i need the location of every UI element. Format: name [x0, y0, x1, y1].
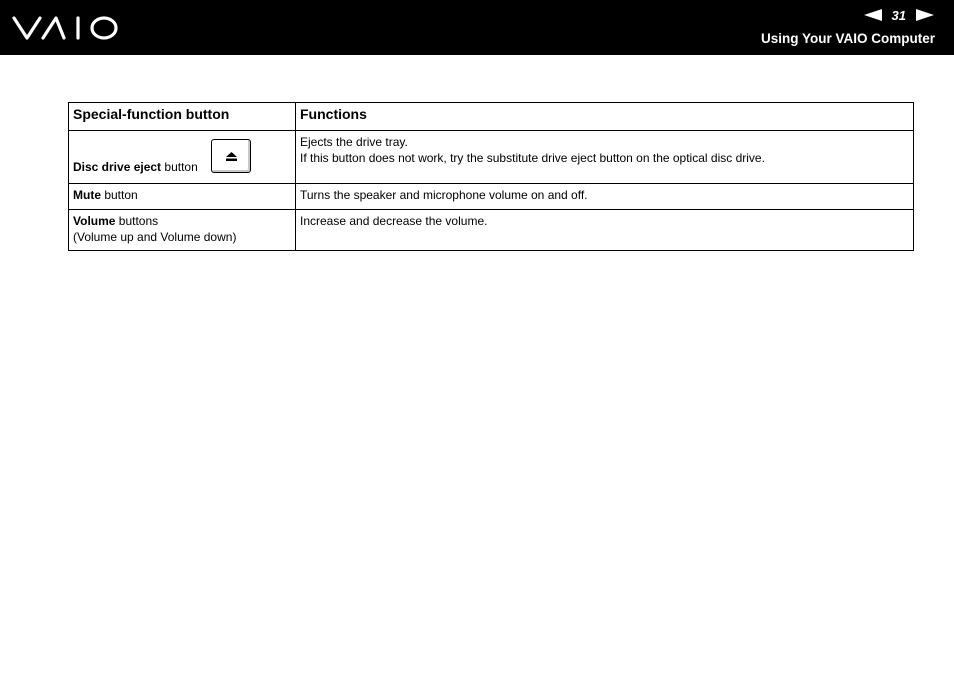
- page-header: [0, 0, 954, 55]
- function-text: If this button does not work, try the substitute drive eject button on the optical disc drive.: [300, 151, 765, 165]
- function-text: Increase and decrease the volume.: [300, 214, 488, 228]
- functions-cell: [296, 210, 914, 251]
- vaio-logo: [12, 14, 120, 42]
- functions-cell: [296, 131, 914, 184]
- function-text: Turns the speaker and microphone volume on and off.: [300, 188, 588, 202]
- eject-key-illustration: [211, 139, 251, 173]
- button-name-cell: Mute button: [69, 184, 296, 210]
- button-name-cell: Volume buttons (Volume up and Volume down): [69, 210, 296, 251]
- table-header-row: [69, 103, 914, 131]
- table-row: [69, 184, 914, 210]
- section-title: Using Your VAIO Computer: [760, 31, 935, 46]
- table-row: [69, 210, 914, 251]
- eject-icon: [226, 152, 237, 161]
- column-header-button: Special-function button: [69, 103, 296, 131]
- page-number: 31: [891, 7, 906, 23]
- button-name: Disc drive eject button: [73, 160, 198, 174]
- functions-cell: [296, 184, 914, 210]
- page-navigation: [864, 7, 934, 23]
- previous-page-arrow-icon[interactable]: [864, 9, 882, 21]
- next-page-arrow-icon[interactable]: [916, 9, 934, 21]
- special-function-table: [68, 102, 914, 251]
- button-name-detail: (Volume up and Volume down): [73, 230, 237, 244]
- button-name-cell: [69, 131, 296, 184]
- column-header-functions: Functions: [296, 103, 914, 131]
- table-row: [69, 131, 914, 184]
- function-text: Ejects the drive tray.: [300, 135, 408, 149]
